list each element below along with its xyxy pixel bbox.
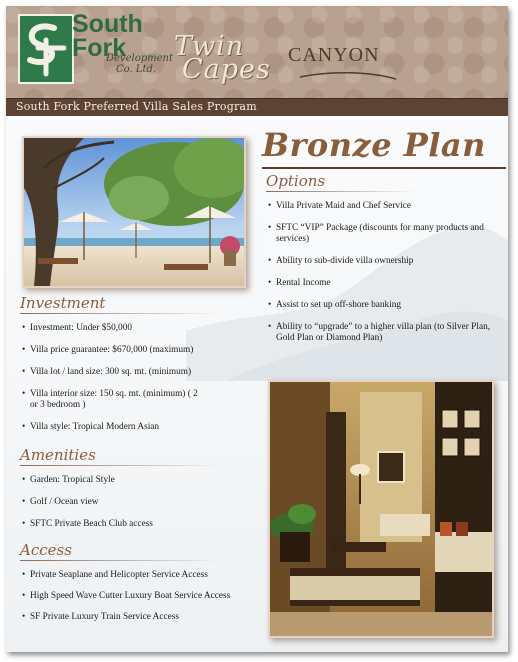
access-list: [22, 570, 236, 623]
program-title: South Fork Preferred Villa Sales Program: [16, 100, 257, 113]
plan-title: Bronze Plan: [262, 126, 486, 164]
canyon-logo: CANYON: [288, 44, 380, 66]
access-heading: Access: [20, 541, 72, 559]
list-item: • Rental Income: [268, 278, 498, 289]
logo-south-text: South: [72, 10, 143, 38]
options-list: [268, 201, 498, 344]
twin-capes-logo: [174, 31, 271, 85]
twin-capes-line1: Twin: [174, 31, 245, 62]
list-item: • SF Private Luxury Train Service Access: [22, 612, 236, 623]
investment-divider: [20, 313, 220, 314]
list-item: • Villa interior size: 150 sq. mt. (minimum) ( 2 or 3 bedroom ): [22, 389, 200, 411]
beach-photo: [22, 136, 246, 288]
list-item: • Villa style: Tropical Modern Asian: [22, 422, 252, 433]
list-item: • Villa price guarantee: $670,000 (maximum): [22, 345, 252, 356]
list-item: • Golf / Ocean view: [22, 497, 252, 508]
canyon-swoosh-icon: [298, 69, 398, 83]
list-item: • Villa lot / land size: 300 sq. mt. (minimum): [22, 367, 252, 378]
list-item: • Villa Private Maid and Chef Service: [268, 201, 498, 212]
title-underline: [262, 167, 506, 169]
twin-capes-line2: Capes: [182, 53, 271, 85]
list-item: • Ability to “upgrade” to a higher villa plan (to Silver Plan, Gold Plan or Diamond Plan): [268, 322, 498, 344]
logo-development-line1: Development: [106, 53, 173, 64]
logo-development-text: [106, 53, 173, 75]
amenities-heading: Amenities: [20, 446, 96, 464]
list-item: • Private Seaplane and Helicopter Service Access: [22, 570, 236, 581]
program-bar: [6, 98, 508, 118]
list-item: • Garden: Tropical Style: [22, 475, 252, 486]
logo-fork-text: Fork: [72, 34, 127, 62]
header-banner: [6, 6, 508, 98]
logo-development-line2: Co. Ltd.: [115, 63, 157, 75]
investment-list: [22, 323, 252, 433]
investment-heading: Investment: [20, 294, 106, 312]
list-item: • High Speed Wave Cutter Luxury Boat Service Access: [22, 591, 236, 602]
amenities-divider: [20, 465, 220, 466]
access-divider: [20, 560, 220, 561]
amenities-list: [22, 475, 252, 530]
interior-photo: [268, 380, 494, 638]
options-divider: [266, 191, 416, 192]
list-item: • Investment: Under $50,000: [22, 323, 252, 334]
brochure-page: [6, 6, 508, 652]
list-item: • Assist to set up off-shore banking: [268, 300, 498, 311]
options-heading: Options: [266, 172, 326, 190]
list-item: • SFTC Private Beach Club access: [22, 519, 252, 530]
list-item: • Ability to sub-divide villa ownership: [268, 256, 498, 267]
list-item: • SFTC “VIP” Package (discounts for many products and services): [268, 223, 498, 245]
sf-monogram-icon: [18, 14, 74, 84]
